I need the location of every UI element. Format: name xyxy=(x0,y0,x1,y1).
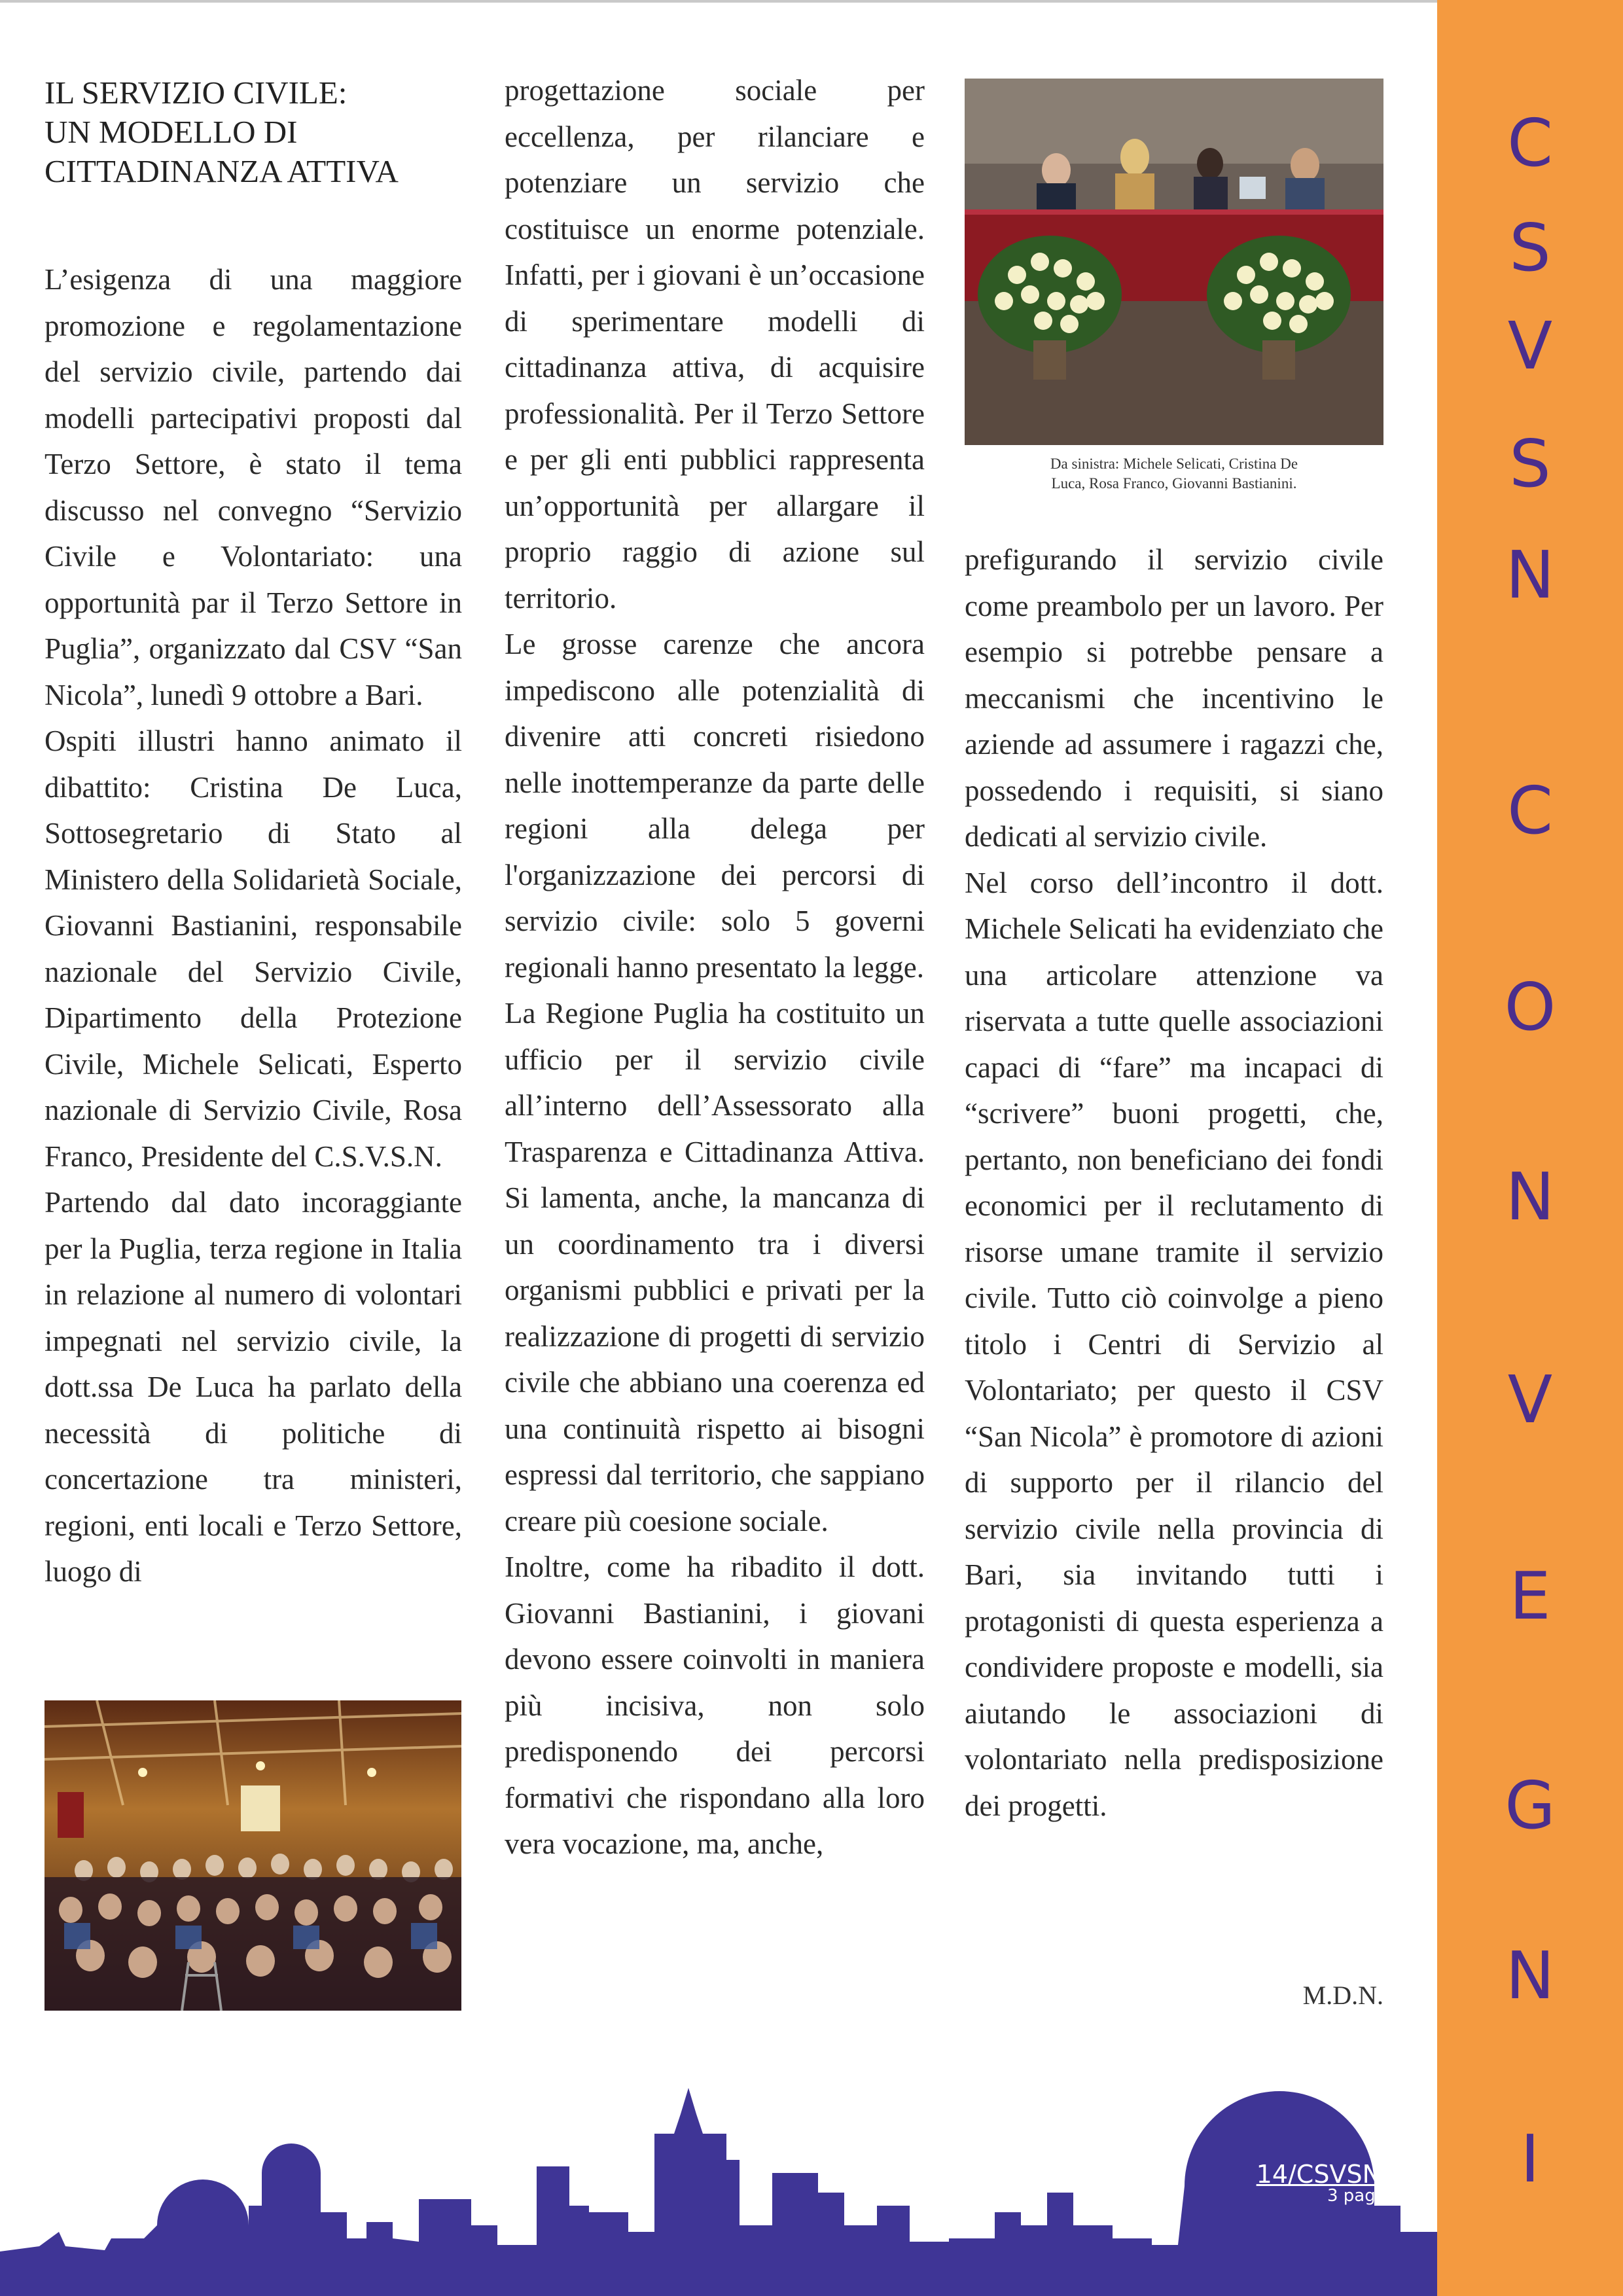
title-line-3: CITTADINANZA ATTIVA xyxy=(45,153,399,189)
sidebar-letter: E xyxy=(1509,1558,1551,1634)
speakers-panel-photo xyxy=(965,79,1383,445)
sidebar-letter: S xyxy=(1509,209,1551,286)
article-title xyxy=(45,73,463,191)
page-number-label: 14/CSVSN xyxy=(1256,2160,1381,2189)
column-2 xyxy=(505,67,925,1867)
paragraph: prefigurando il servizio civile come preambolo per un lavoro. Per esempio si potrebbe pensare a meccanismi che incentivino le aziende ad assumere i ragazzi che, possedendo i requisiti, si siano dedicati al servizio civile. xyxy=(965,543,1383,853)
sidebar-letter: S xyxy=(1509,425,1551,502)
caption-line-1: Da sinistra: Michele Selicati, Cristina De xyxy=(1050,456,1298,472)
paragraph: progettazione sociale per eccellenza, per rilanciare e potenziare un servizio che costituisce un enorme potenziale. Infatti, per i giovani è un’occasione di sperimentare modelli di cittadinanza attiva, di acquisire professionalità. Per il Terzo Settore e per gli enti pubblici rappresenta un’opportunità per allargare il proprio raggio di azione sul territorio. xyxy=(505,74,925,615)
author-signature: M.D.N. xyxy=(1302,1981,1383,2010)
photo-caption xyxy=(965,454,1383,493)
paragraph: Le grosse carenze che ancora impediscono alle potenzialità di divenire atti concreti risiedono nelle inottemperanze da parte delle regioni alla delega per l'organizzazione dei percorsi di servizio civile: solo 5 governi regionali hanno presentato la legge. xyxy=(505,628,925,984)
page-count-label: 3 pag. xyxy=(1327,2186,1381,2206)
title-line-1: IL SERVIZIO CIVILE: xyxy=(45,75,348,111)
sidebar-letter: G xyxy=(1505,1767,1556,1844)
paragraph: Nel corso dell’incontro il dott. Michele Selicati ha evidenziato che una articolare attenzione va riservata a tutte quelle associazioni capaci di “fare” ma incapaci di “scrivere” buoni progetti, che, pertanto, non beneficiano dei fondi economici per il reclutamento di risorse umane tramite il servizio civile. Tutto ciò coinvolge a pieno titolo i Centri di Servizio al Volontariato; per questo il CSV “San Nicola” è promotore di azioni di supporto per il rilancio del servizio civile nella provincia di Bari, sia invitando tutti i protagonisti di questa esperienza a condividere proposte e modelli, sia aiutando le associazioni di volontariato nella predisposizione dei progetti. xyxy=(965,866,1383,1822)
column-1 xyxy=(45,257,462,1595)
sidebar-letter: N xyxy=(1505,1937,1555,2014)
top-rule xyxy=(0,0,1437,3)
paragraph: L’esigenza di una maggiore promozione e regolamentazione del servizio civile, partendo dai modelli partecipativi proposti dal Terzo Settore, è stato il tema discusso nel convegno “Servizio Civile e Volontariato: una opportunità par il Terzo Settore in Puglia”, organizzato dal CSV “San Nicola”, lunedì 9 ottobre a Bari. xyxy=(45,263,462,711)
column-3 xyxy=(965,537,1383,1829)
audience-photo xyxy=(45,1700,461,2011)
sidebar-letter: C xyxy=(1507,772,1553,849)
caption-line-2: Luca, Rosa Franco, Giovanni Bastianini. xyxy=(1051,475,1297,492)
page-number xyxy=(1230,2160,1381,2206)
sidebar-letter: V xyxy=(1507,1361,1553,1438)
paragraph: Ospiti illustri hanno animato il dibattito: Cristina De Luca, Sottosegretario di Stato al Ministero della Solidarietà Sociale, Giovanni Bastianini, responsabile nazionale del Servizio Civile, Dipartimento della Protezione Civile, Michele Selicati, Esperto nazionale di Servizio Civile, Rosa Franco, Presidente del C.S.V.S.N. xyxy=(45,725,462,1173)
paragraph: La Regione Puglia ha costituito un ufficio per il servizio civile all’interno dell’Assessorato alla Trasparenza e Cittadinanza Attiva. Si lamenta, anche, la mancanza di un coordinamento tra i diversi organismi pubblici e privati per la realizzazione di progetti di servizio civile che abbiano una coerenza ed una continuità rispetto ai bisogni espressi dal territorio, che sappiano creare più coesione sociale. xyxy=(505,997,925,1537)
sidebar-letter: I xyxy=(1520,2121,1540,2197)
audience-photo-image xyxy=(45,1700,461,2011)
sidebar-letter: O xyxy=(1504,969,1556,1045)
sidebar-letter: C xyxy=(1507,105,1553,181)
title-line-2: UN MODELLO DI xyxy=(45,114,298,150)
paragraph: Inoltre, come ha ribadito il dott. Giovanni Bastianini, i giovani devono essere coinvolti in maniera più incisiva, non solo predisponendo dei percorsi formativi che rispondano alla loro vera vocazione, ma, anche, xyxy=(505,1551,925,1860)
speakers-panel-image xyxy=(965,79,1383,445)
sidebar-letter: N xyxy=(1505,537,1555,613)
sidebar-letter: V xyxy=(1507,308,1553,384)
city-skyline-graphic xyxy=(0,2075,1437,2296)
sidebar-csvsn-convegni xyxy=(1437,0,1623,2296)
paragraph: Partendo dal dato incoraggiante per la Puglia, terza regione in Italia in relazione al numero di volontari impegnati nel servizio civile, la dott.ssa De Luca ha parlato della necessità di politiche di concertazione tra ministeri, regioni, enti locali e Terzo Settore, luogo di xyxy=(45,1186,462,1588)
sidebar-letter: N xyxy=(1505,1158,1555,1235)
